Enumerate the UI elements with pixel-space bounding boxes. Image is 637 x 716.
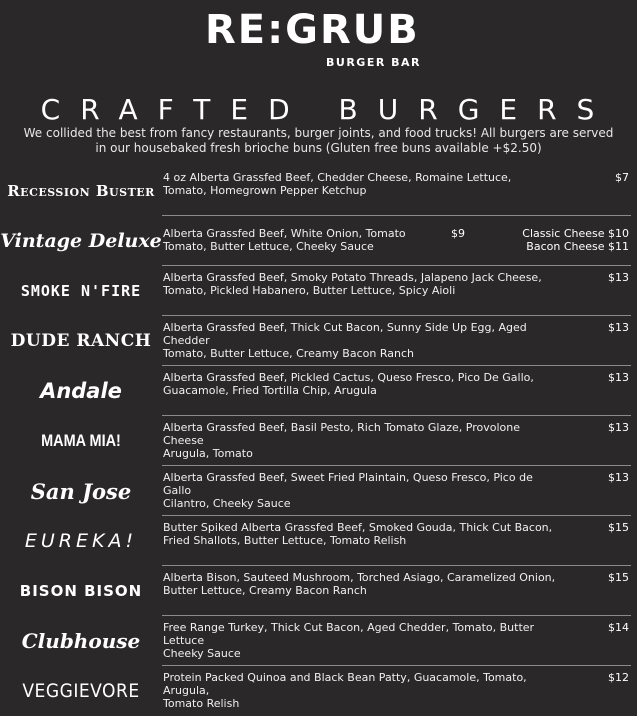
burger-description <box>163 421 563 460</box>
description-line-2: Butter Lettuce, Creamy Bacon Ranch <box>163 584 367 597</box>
burger-price: $9 <box>451 227 465 240</box>
burger-description <box>163 671 563 710</box>
description-line-1: Alberta Grassfed Beef, Sweet Fried Plaintain, Queso Fresco, Pico de Gallo <box>163 471 533 497</box>
description-line-1: Alberta Grassfed Beef, Pickled Cactus, Queso Fresco, Pico De Gallo, <box>163 371 534 384</box>
menu-item <box>0 316 637 366</box>
menu-item <box>0 466 637 516</box>
burger-price: $13 <box>608 321 629 334</box>
description-line-1: Alberta Bison, Sauteed Mushroom, Torched Asiago, Caramelized Onion, <box>163 571 556 584</box>
description-line-2: Tomato Relish <box>163 697 240 710</box>
burger-name: SMOKE N'FIRE <box>20 282 142 300</box>
burger-name: Recession Buster <box>7 182 155 200</box>
intro-line-2: in our housebaked fresh brioche buns (Gluten free buns available +$2.50) <box>95 141 542 155</box>
burger-name: Andale <box>40 379 122 403</box>
brand-header <box>0 0 637 72</box>
burger-name: EUREKA! <box>24 530 138 552</box>
description-line-1: Free Range Turkey, Thick Cut Bacon, Aged Chedder, Tomato, Butter Lettuce <box>163 621 535 647</box>
burger-price-options <box>522 227 629 253</box>
burger-name: San Jose <box>30 478 132 504</box>
burger-price: $7 <box>615 171 629 184</box>
description-line-2: Cilantro, Cheeky Sauce <box>163 497 291 510</box>
burger-description <box>163 621 563 660</box>
burger-price: $13 <box>608 271 629 284</box>
description-line-2: Arugula, Tomato <box>163 447 253 460</box>
brand-logo: RE:GRUB <box>205 7 420 53</box>
burger-menu <box>0 166 637 716</box>
menu-item <box>0 616 637 666</box>
menu-item <box>0 166 637 216</box>
description-line-2: Guacamole, Fried Tortilla Chip, Arugula <box>163 384 377 397</box>
burger-description <box>163 271 563 297</box>
burger-price: $12 <box>608 671 629 684</box>
burger-description <box>163 171 563 197</box>
description-line-2: Tomato, Butter Lettuce, Creamy Bacon Ranch <box>163 347 414 360</box>
burger-name: Clubhouse <box>21 629 141 653</box>
burger-price: $13 <box>608 471 629 484</box>
description-line-1: Alberta Grassfed Beef, Thick Cut Bacon, Sunny Side Up Egg, Aged Chedder <box>163 321 527 347</box>
burger-description <box>163 321 563 360</box>
description-line-1: Butter Spiked Alberta Grassfed Beef, Smoked Gouda, Thick Cut Bacon, <box>163 521 553 534</box>
section-heading: CRAFTED BURGERS <box>40 93 615 126</box>
burger-description <box>163 371 563 397</box>
description-line-1: Alberta Grassfed Beef, White Onion, Tomato <box>163 227 406 240</box>
burger-name: BISON BISON <box>19 582 143 600</box>
burger-price: $15 <box>608 571 629 584</box>
description-line-2: Tomato, Butter Lettuce, Cheeky Sauce <box>163 240 374 253</box>
burger-price: $14 <box>608 621 629 634</box>
burger-name: MAMA MIA! <box>41 431 121 450</box>
burger-description <box>163 471 563 510</box>
price-option-bacon: Bacon Cheese $11 <box>526 240 629 253</box>
burger-price: $13 <box>608 421 629 434</box>
description-line-1: Protein Packed Quinoa and Black Bean Patty, Guacamole, Tomato, Arugula, <box>163 671 527 697</box>
burger-description <box>163 571 563 597</box>
description-line-2: Fried Shallots, Butter Lettuce, Tomato Relish <box>163 534 407 547</box>
description-line-1: Alberta Grassfed Beef, Smoky Potato Threads, Jalapeno Jack Cheese, <box>163 271 542 284</box>
burger-price: $15 <box>608 521 629 534</box>
burger-name: Vintage Deluxe <box>0 230 162 252</box>
burger-description <box>163 521 563 547</box>
menu-item <box>0 266 637 316</box>
burger-price: $13 <box>608 371 629 384</box>
price-option-classic: Classic Cheese $10 <box>522 227 629 240</box>
menu-item <box>0 516 637 566</box>
brand-subtitle: BURGER BAR <box>326 56 421 69</box>
menu-item <box>0 666 637 716</box>
menu-item <box>0 416 637 466</box>
description-line-2: Cheeky Sauce <box>163 647 241 660</box>
description-line-2: Tomato, Homegrown Pepper Ketchup <box>163 184 367 197</box>
burger-name: DUDE RANCH <box>10 331 152 351</box>
description-line-1: 4 oz Alberta Grassfed Beef, Chedder Cheese, Romaine Lettuce, <box>163 171 512 184</box>
description-line-2: Tomato, Pickled Habanero, Butter Lettuce, Spicy Aioli <box>163 284 456 297</box>
burger-name: VEGGIEVORE <box>22 680 140 702</box>
menu-item <box>0 216 637 266</box>
menu-item <box>0 566 637 616</box>
description-line-1: Alberta Grassfed Beef, Basil Pesto, Rich Tomato Glaze, Provolone Cheese <box>163 421 520 447</box>
intro-line-1: We collided the best from fancy restaurants, burger joints, and food trucks! All burgers are served <box>23 126 614 140</box>
intro-text <box>0 126 637 156</box>
menu-item <box>0 366 637 416</box>
burger-description <box>163 227 563 253</box>
